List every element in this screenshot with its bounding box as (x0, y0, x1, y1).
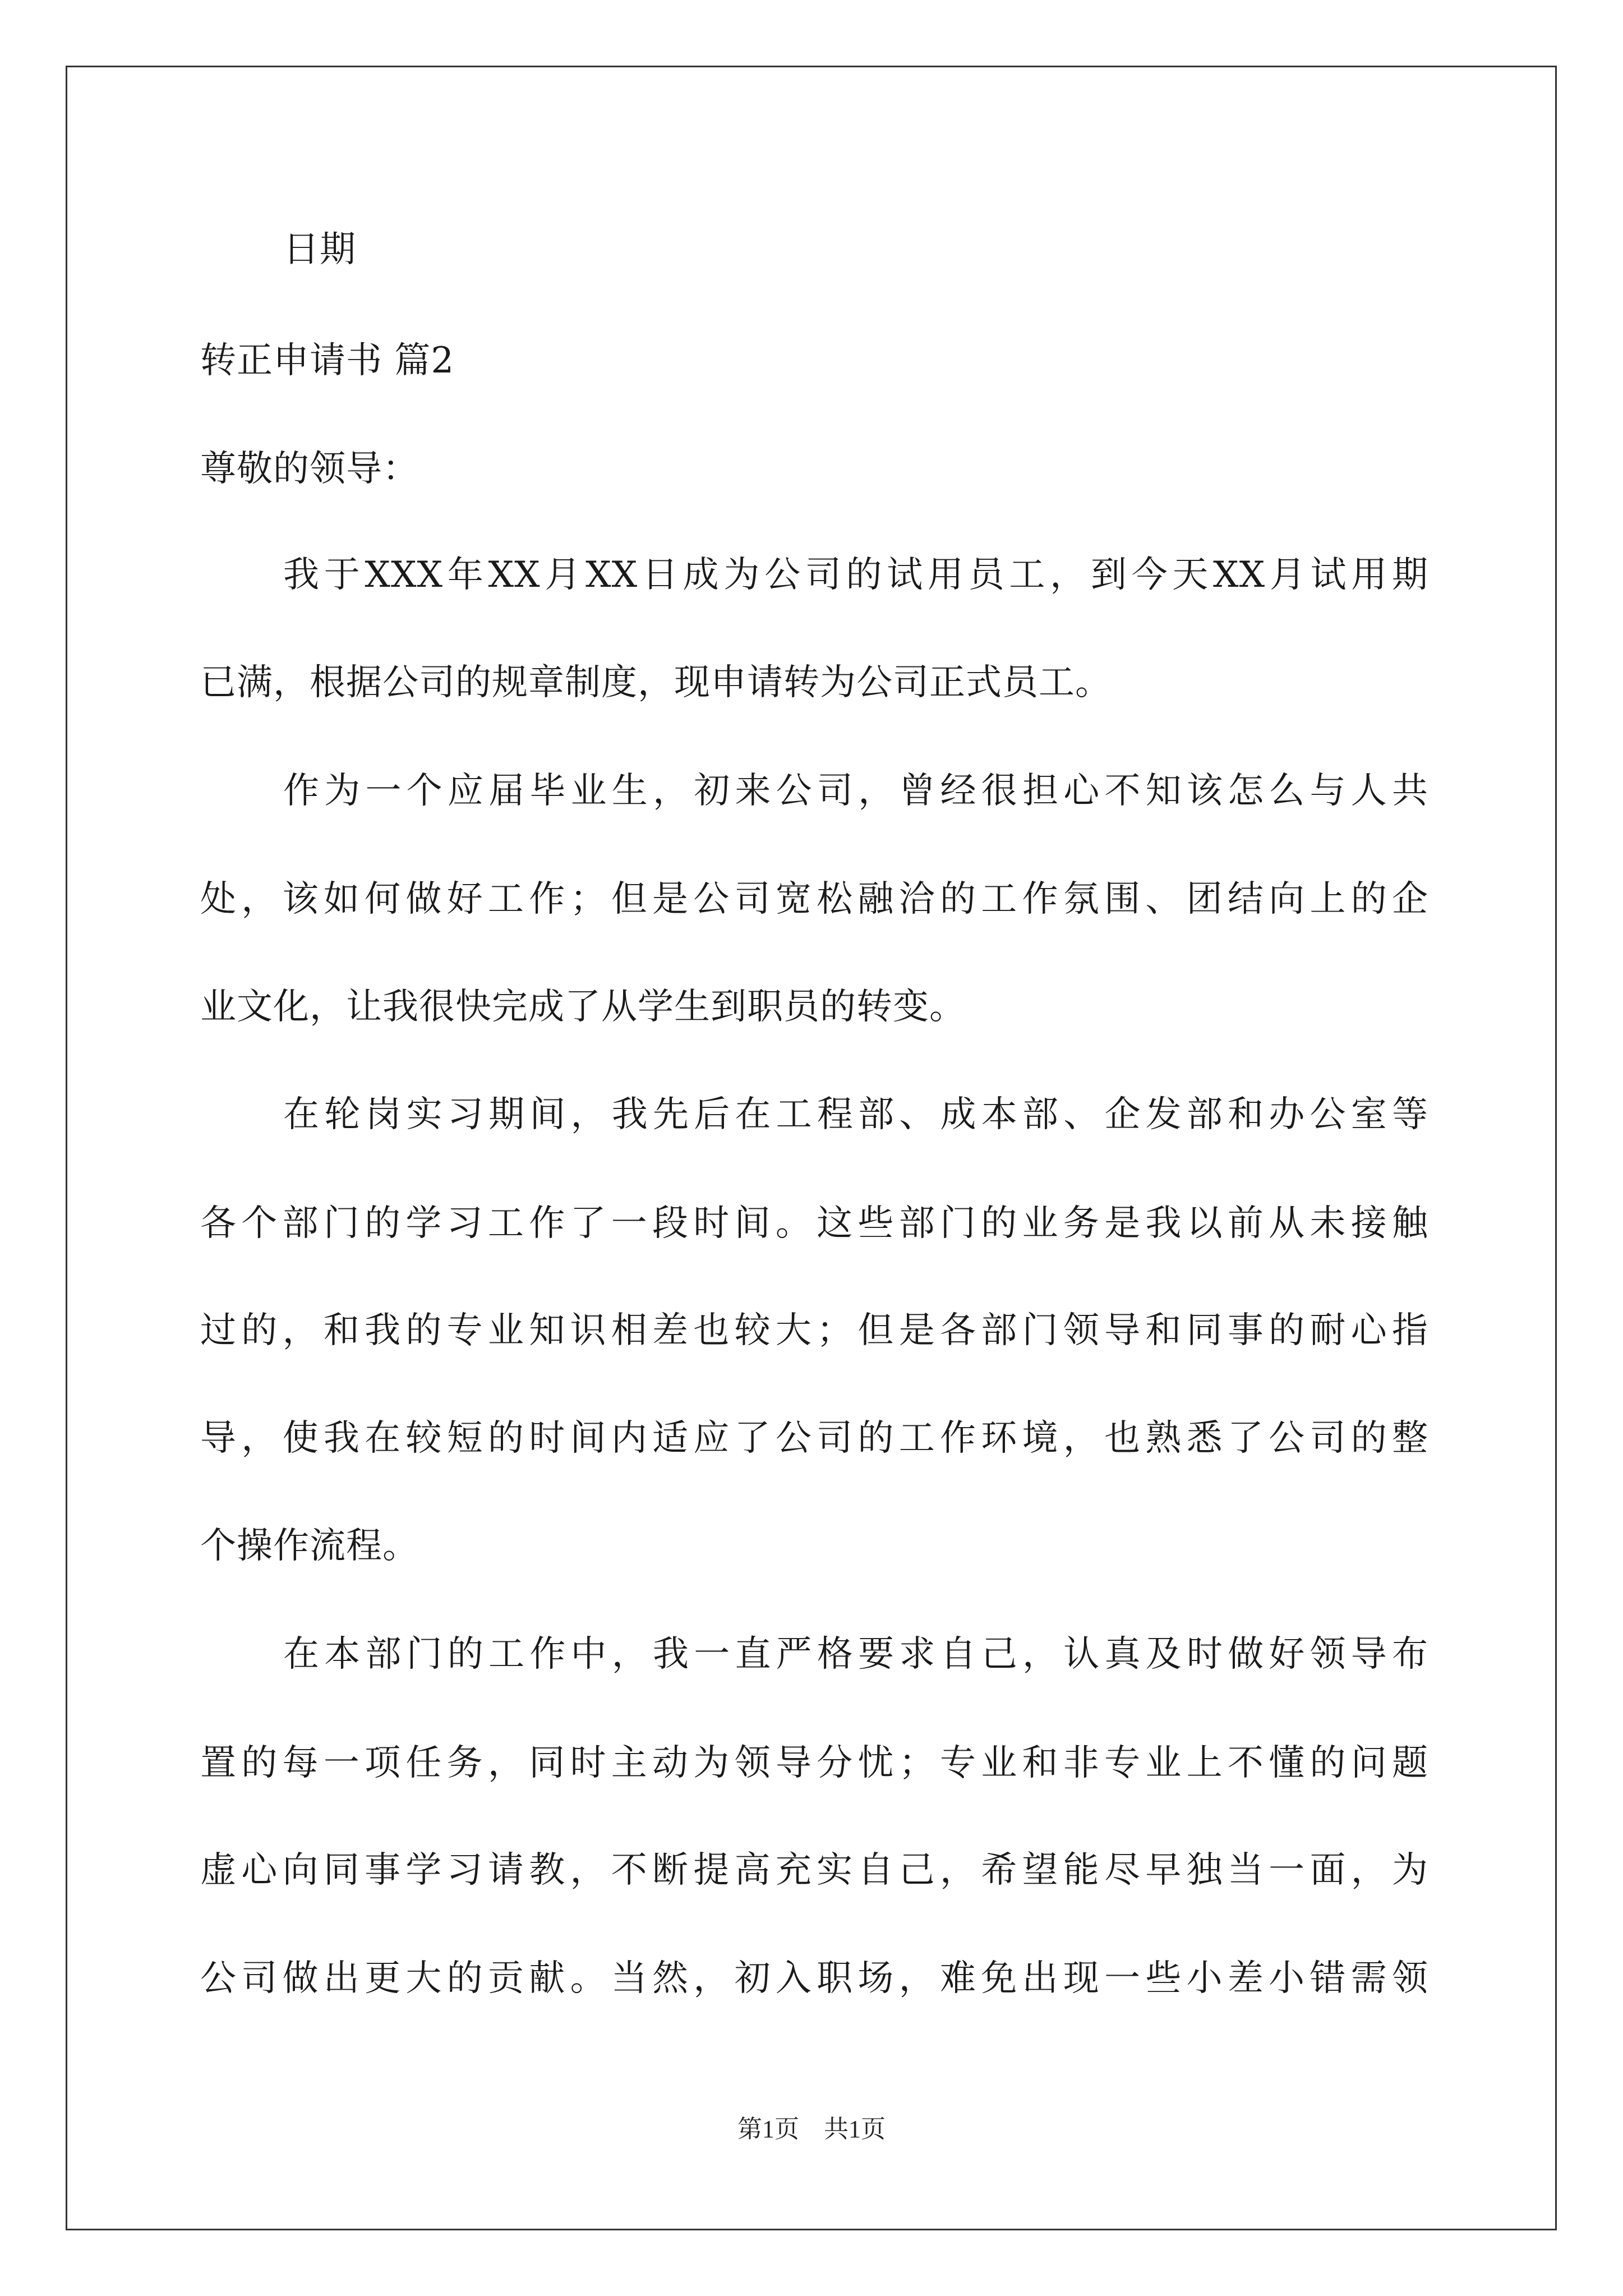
salutation: 尊敬的领导： (200, 448, 419, 490)
paragraph-3-line-2: 各个部门的学习工作了一段时间。这些部门的业务是我以前从未接触 (200, 1203, 1428, 1244)
paragraph-2-line-1: 作为一个应届毕业生，初来公司，曾经很担心不知该怎么与人共 (283, 770, 1428, 812)
paragraph-4-line-2: 置的每一项任务，同时主动为领导分忧；专业和非专业上不懂的问题 (200, 1742, 1428, 1784)
document-heading: 转正申请书 篇2 (200, 340, 455, 381)
paragraph-4-line-3: 虚心向同事学习请教，不断提高充实自己，希望能尽早独当一面，为 (200, 1849, 1428, 1891)
page-number-footer: 第1页 共1页 (737, 2115, 886, 2143)
paragraph-2-line-3: 业文化，让我很快完成了从学生到职员的转变。 (200, 986, 966, 1028)
paragraph-3-line-4: 导，使我在较短的时间内适应了公司的工作环境，也熟悉了公司的整 (200, 1418, 1428, 1459)
paragraph-4-line-1: 在本部门的工作中，我一直严格要求自己，认真及时做好领导布 (283, 1634, 1428, 1675)
paragraph-2-line-2: 处，该如何做好工作；但是公司宽松融洽的工作氛围、团结向上的企 (200, 878, 1428, 920)
paragraph-3-line-3: 过的，和我的专业知识相差也较大；但是各部门领导和同事的耐心指 (200, 1310, 1428, 1351)
paragraph-1-line-2: 已满，根据公司的规章制度，现申请转为公司正式员工。 (200, 662, 1112, 703)
paragraph-1-line-1: 我于XXX年XX月XX日成为公司的试用员工，到今天XX月试用期 (283, 554, 1428, 596)
date-label: 日期 (283, 229, 356, 270)
page-border (66, 66, 1557, 2230)
paragraph-3-line-1: 在轮岗实习期间，我先后在工程部、成本部、企发部和办公室等 (283, 1094, 1428, 1135)
paragraph-3-line-5: 个操作流程。 (200, 1525, 419, 1567)
paragraph-4-line-4: 公司做出更大的贡献。当然，初入职场，难免出现一些小差小错需领 (200, 1958, 1428, 1999)
